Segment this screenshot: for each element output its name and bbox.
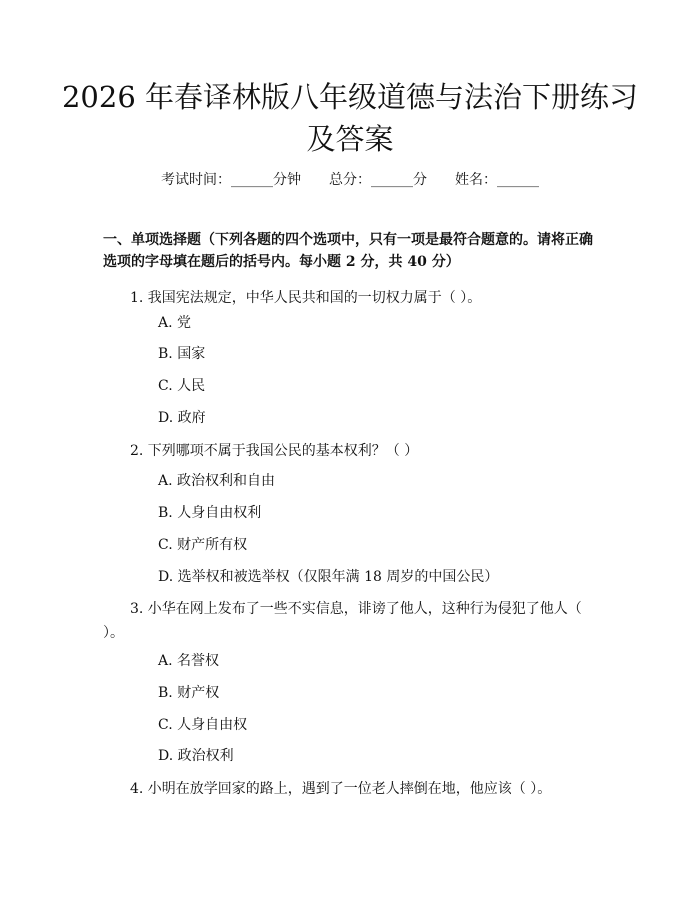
question-3-option-a: A. 名誉权 — [158, 653, 220, 669]
question-2-option-b: B. 人身自由权利 — [158, 505, 262, 521]
student-name-label: 姓名：______ — [455, 172, 539, 188]
exam-info-line — [0, 169, 700, 189]
question-3-option-c: C. 人身自由权 — [158, 717, 248, 733]
question-4: 4. 小明在放学回家的路上，遇到了一位老人摔倒在地，他应该（ ）。 — [130, 781, 552, 797]
document-title: 2026 年春译林版八年级道德与法治下册练习及答案 — [61, 80, 639, 156]
question-3-option-d: D. 政治权利 — [158, 748, 234, 764]
exam-time-label: 考试时间：______分钟 — [161, 172, 301, 188]
question-2: 2. 下列哪项不属于我国公民的基本权利？（ ） — [130, 443, 419, 459]
question-3: 3. 小华在网上发布了一些不实信息，诽谤了他人，这种行为侵犯了他人（ ）。 — [103, 601, 582, 641]
question-3-option-b: B. 财产权 — [158, 685, 220, 701]
question-1-option-c: C. 人民 — [158, 378, 206, 394]
question-2-option-a: A. 政治权利和自由 — [158, 473, 276, 489]
question-1-option-b: B. 国家 — [158, 346, 206, 362]
question-1: 1. 我国宪法规定，中华人民共和国的一切权力属于（ ）。 — [130, 290, 482, 306]
section-heading: 一、单项选择题（下列各题的四个选项中，只有一项是最符合题意的。请将正确选项的字母填在题后的括号内。每小题 2 分，共 40 分） — [103, 232, 593, 270]
total-score-label: 总分：______分 — [329, 172, 427, 188]
question-1-option-d: D. 政府 — [158, 410, 206, 426]
question-2-option-d: D. 选举权和被选举权（仅限年满 18 周岁的中国公民） — [158, 569, 499, 585]
question-1-option-a: A. 党 — [158, 315, 192, 331]
question-2-option-c: C. 财产所有权 — [158, 537, 248, 553]
